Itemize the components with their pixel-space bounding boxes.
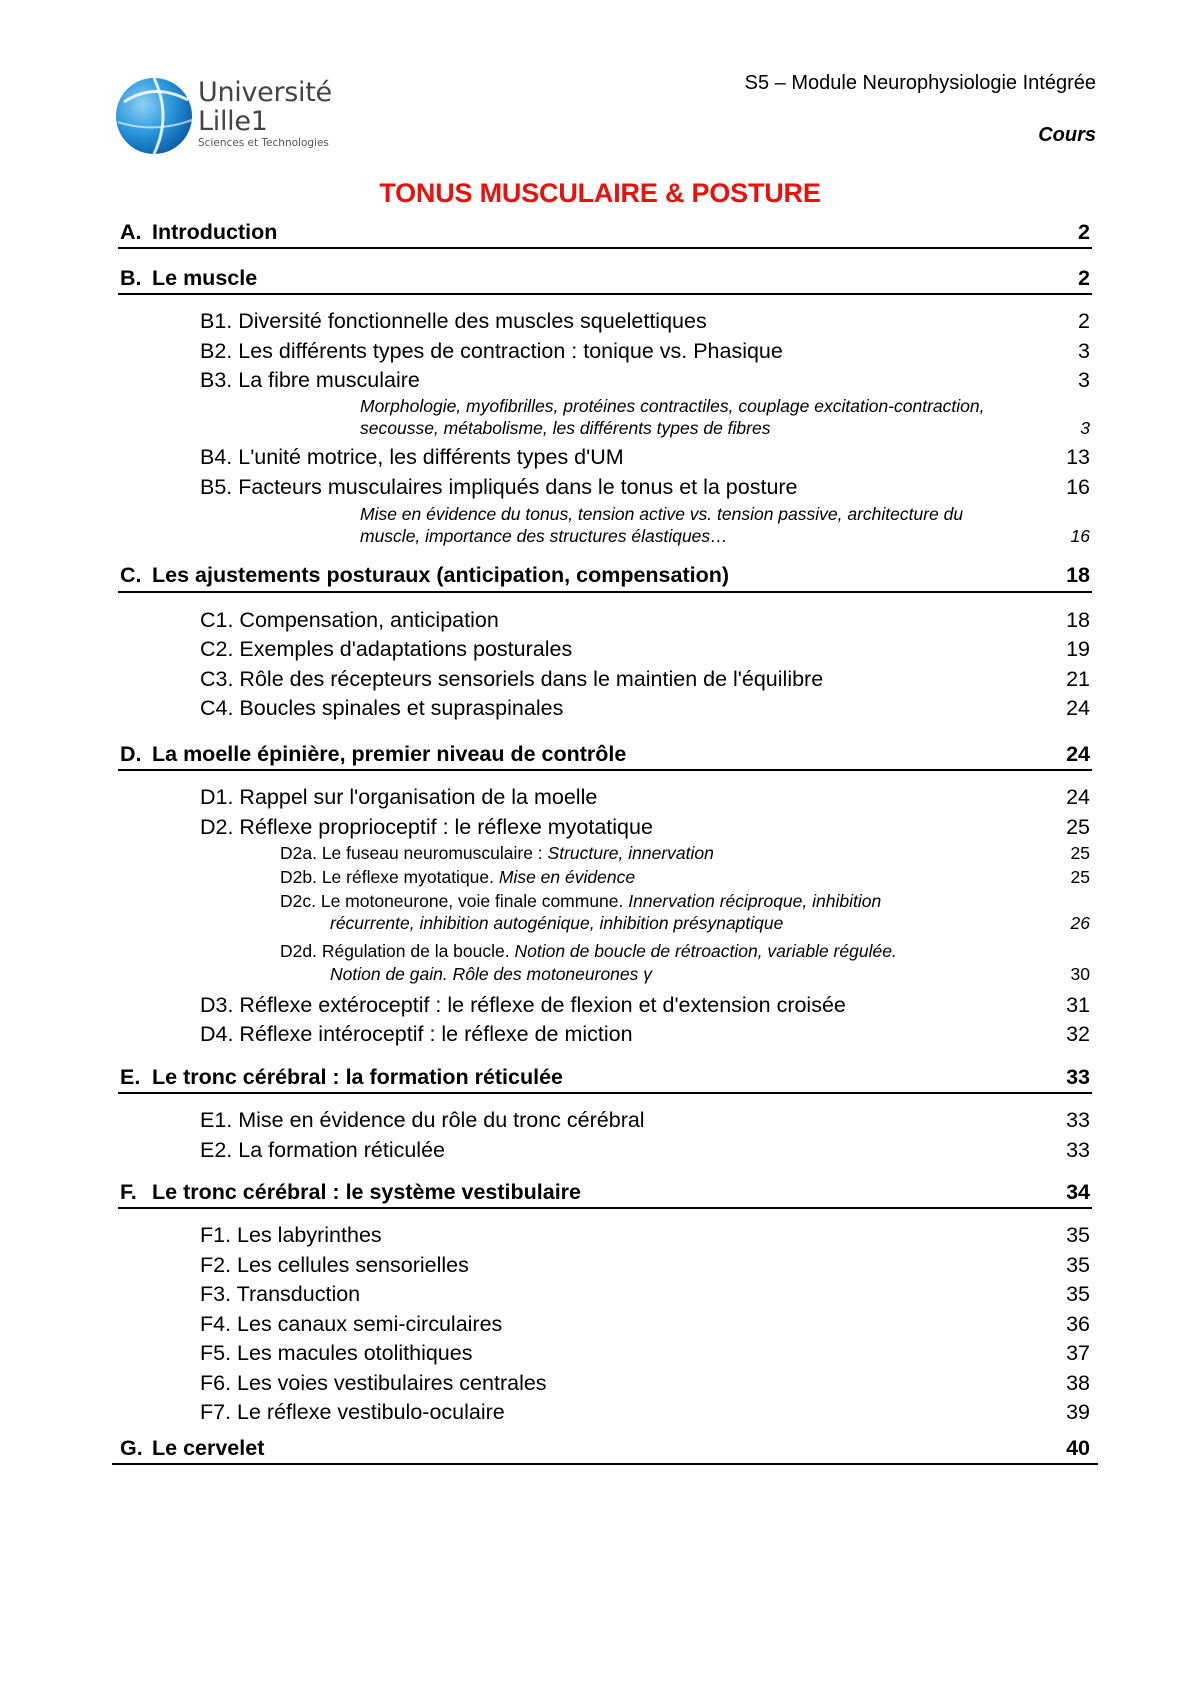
module-name: S5 – Module Neurophysiologie Intégrée [744, 72, 1096, 94]
section-divider [118, 1092, 1092, 1094]
item-page: 31 [1066, 993, 1090, 1017]
desc-page: 3 [1080, 418, 1090, 438]
item-label: B2. Les différents types de contraction : tonique vs. Phasique [200, 339, 783, 363]
item-label: B3. La fibre musculaire [200, 368, 420, 392]
toc-item-d2b[interactable] [280, 866, 1090, 889]
toc-item-d2d[interactable] [280, 940, 1090, 963]
item-page: 33 [1066, 1108, 1090, 1132]
section-page: 18 [1066, 563, 1090, 587]
item-page: 25 [1070, 843, 1090, 863]
item-label: C4. Boucles spinales et supraspinales [200, 696, 564, 720]
item-page: 24 [1066, 696, 1090, 720]
logo-line-2: Lille1 [198, 106, 268, 137]
section-title: Le muscle [152, 266, 258, 290]
item-page: 36 [1066, 1312, 1090, 1336]
toc-item-f7[interactable] [200, 1399, 1090, 1425]
item-label: C1. Compensation, anticipation [200, 608, 499, 632]
toc-desc-b3-line1 [360, 395, 1090, 418]
item-detail: Notion de boucle de rétroaction, variable régulée. [514, 941, 897, 961]
desc-text: secousse, métabolisme, les différents types de fibres [360, 418, 771, 438]
toc-item-b1[interactable] [200, 308, 1090, 334]
toc-item-e1[interactable] [200, 1107, 1090, 1133]
toc-item-f3[interactable] [200, 1281, 1090, 1307]
item-page: 38 [1066, 1371, 1090, 1395]
item-label: B1. Diversité fonctionnelle des muscles squelettiques [200, 309, 707, 333]
item-page: 35 [1066, 1282, 1090, 1306]
item-label: F7. Le réflexe vestibulo-oculaire [200, 1400, 505, 1424]
page-title: TONUS MUSCULAIRE & POSTURE [379, 178, 821, 208]
section-letter: F. [120, 1180, 137, 1204]
toc-item-c1[interactable] [200, 607, 1090, 633]
section-page: 2 [1078, 266, 1090, 290]
item-label: C2. Exemples d'adaptations posturales [200, 637, 573, 661]
item-label: D2c. Le motoneurone, voie finale commune. [280, 891, 629, 911]
item-label: F2. Les cellules sensorielles [200, 1253, 469, 1277]
toc-item-f1[interactable] [200, 1222, 1090, 1248]
item-detail: Structure, innervation [547, 843, 714, 863]
item-page: 26 [1070, 913, 1090, 933]
item-label: E2. La formation réticulée [200, 1138, 445, 1162]
desc-text: Morphologie, myofibrilles, protéines contractiles, couplage excitation-contraction, [360, 396, 985, 416]
toc-section-b[interactable] [120, 265, 1090, 291]
item-detail: Mise en évidence [498, 867, 636, 887]
item-page: 25 [1070, 867, 1090, 887]
desc-text: Mise en évidence du tonus, tension active vs. tension passive, architecture du [360, 504, 964, 524]
item-page: 37 [1066, 1341, 1090, 1365]
toc-item-c3[interactable] [200, 666, 1090, 692]
toc-section-a[interactable] [120, 219, 1090, 245]
section-divider [118, 591, 1092, 593]
toc-item-d4[interactable] [200, 1021, 1090, 1047]
section-letter: E. [120, 1065, 141, 1089]
section-page: 2 [1078, 220, 1090, 244]
desc-text: muscle, importance des structures élastiques… [360, 526, 728, 546]
section-page: 40 [1066, 1436, 1090, 1460]
item-label: F5. Les macules otolithiques [200, 1341, 473, 1365]
section-title: Le tronc cérébral : la formation réticulée [152, 1065, 564, 1089]
section-divider [118, 247, 1092, 249]
toc-section-g[interactable] [120, 1435, 1090, 1461]
desc-page: 16 [1070, 526, 1090, 546]
section-letter: B. [120, 266, 142, 290]
item-page: 16 [1066, 475, 1090, 499]
item-label: B4. L'unité motrice, les différents types d'UM [200, 445, 624, 469]
section-page: 34 [1066, 1180, 1090, 1204]
item-page: 21 [1066, 667, 1090, 691]
toc-item-f6[interactable] [200, 1370, 1090, 1396]
section-title: Introduction [152, 220, 278, 244]
item-label: D3. Réflexe extéroceptif : le réflexe de flexion et d'extension croisée [200, 993, 846, 1017]
section-title: La moelle épinière, premier niveau de contrôle [152, 742, 627, 766]
toc-item-f4[interactable] [200, 1311, 1090, 1337]
item-label: F3. Transduction [200, 1282, 361, 1306]
item-page: 18 [1066, 608, 1090, 632]
toc-item-f2[interactable] [200, 1252, 1090, 1278]
item-label: D2d. Régulation de la boucle. [280, 941, 515, 961]
toc-item-d1[interactable] [200, 784, 1090, 810]
item-label: F1. Les labyrinthes [200, 1223, 382, 1247]
item-label: B5. Facteurs musculaires impliqués dans le tonus et la posture [200, 475, 798, 499]
item-label: D4. Réflexe intéroceptif : le réflexe de miction [200, 1022, 633, 1046]
toc-item-f5[interactable] [200, 1340, 1090, 1366]
toc-item-d3[interactable] [200, 992, 1090, 1018]
toc-section-f[interactable] [120, 1179, 1090, 1205]
section-page: 24 [1066, 742, 1090, 766]
item-label: D2b. Le réflexe myotatique. [280, 867, 499, 887]
item-page: 39 [1066, 1400, 1090, 1424]
item-page: 2 [1078, 309, 1090, 333]
item-label: F4. Les canaux semi-circulaires [200, 1312, 503, 1336]
item-label: F6. Les voies vestibulaires centrales [200, 1371, 547, 1395]
logo-line-1: Université [198, 77, 332, 108]
item-page: 3 [1078, 368, 1090, 392]
section-divider [112, 1463, 1098, 1465]
toc-item-c4[interactable] [200, 695, 1090, 721]
item-label: D2. Réflexe proprioceptif : le réflexe myotatique [200, 815, 653, 839]
toc-item-d2a[interactable] [280, 842, 1090, 865]
toc-section-e[interactable] [120, 1064, 1090, 1090]
toc-item-b4[interactable] [200, 444, 1090, 470]
item-page: 30 [1070, 964, 1090, 984]
item-label: D2a. Le fuseau neuromusculaire : [280, 843, 548, 863]
toc-desc-b5-line2 [360, 525, 1090, 548]
section-divider [118, 1207, 1092, 1209]
section-letter: G. [120, 1436, 143, 1460]
section-letter: A. [120, 220, 142, 244]
item-page: 35 [1066, 1253, 1090, 1277]
section-title: Le cervelet [152, 1436, 265, 1460]
section-divider [118, 293, 1092, 295]
item-page: 35 [1066, 1223, 1090, 1247]
university-logo [114, 72, 344, 156]
section-title: Le tronc cérébral : le système vestibulaire [152, 1180, 582, 1204]
item-detail: récurrente, inhibition autogénique, inhibition présynaptique [330, 913, 784, 933]
globe-icon [114, 72, 198, 156]
section-page: 33 [1066, 1065, 1090, 1089]
toc-item-d2c[interactable] [280, 890, 1090, 913]
toc-item-e2[interactable] [200, 1137, 1090, 1163]
toc-section-d[interactable] [120, 741, 1090, 767]
item-page: 13 [1066, 445, 1090, 469]
item-label: D1. Rappel sur l'organisation de la moelle [200, 785, 598, 809]
item-page: 24 [1066, 785, 1090, 809]
item-page: 3 [1078, 339, 1090, 363]
toc-item-b2[interactable] [200, 338, 1090, 364]
item-detail: Notion de gain. Rôle des motoneurones γ [330, 964, 653, 984]
item-label: C3. Rôle des récepteurs sensoriels dans le maintien de l'équilibre [200, 667, 824, 691]
section-letter: D. [120, 742, 142, 766]
toc-item-d2c-line2 [280, 912, 1090, 935]
item-page: 33 [1066, 1138, 1090, 1162]
section-title: Les ajustements posturaux (anticipation, compensation) [152, 563, 730, 587]
logo-wordmark [198, 78, 332, 150]
item-detail: Innervation réciproque, inhibition [628, 891, 882, 911]
toc-desc-b3-line2 [360, 417, 1090, 440]
toc-section-c[interactable] [120, 562, 1090, 588]
section-divider [118, 769, 1092, 771]
item-page: 25 [1066, 815, 1090, 839]
section-letter: C. [120, 563, 142, 587]
toc-item-b5[interactable] [200, 474, 1090, 500]
document-type: Cours [1038, 124, 1096, 146]
toc-desc-b5-line1 [360, 503, 1090, 526]
item-page: 19 [1066, 637, 1090, 661]
logo-line-3: Sciences et Technologies [198, 137, 329, 149]
toc-item-c2[interactable] [200, 636, 1090, 662]
toc-item-b3[interactable] [200, 367, 1090, 393]
item-label: E1. Mise en évidence du rôle du tronc cérébral [200, 1108, 645, 1132]
toc-item-d2d-line2 [280, 963, 1090, 986]
item-page: 32 [1066, 1022, 1090, 1046]
toc-item-d2[interactable] [200, 814, 1090, 840]
